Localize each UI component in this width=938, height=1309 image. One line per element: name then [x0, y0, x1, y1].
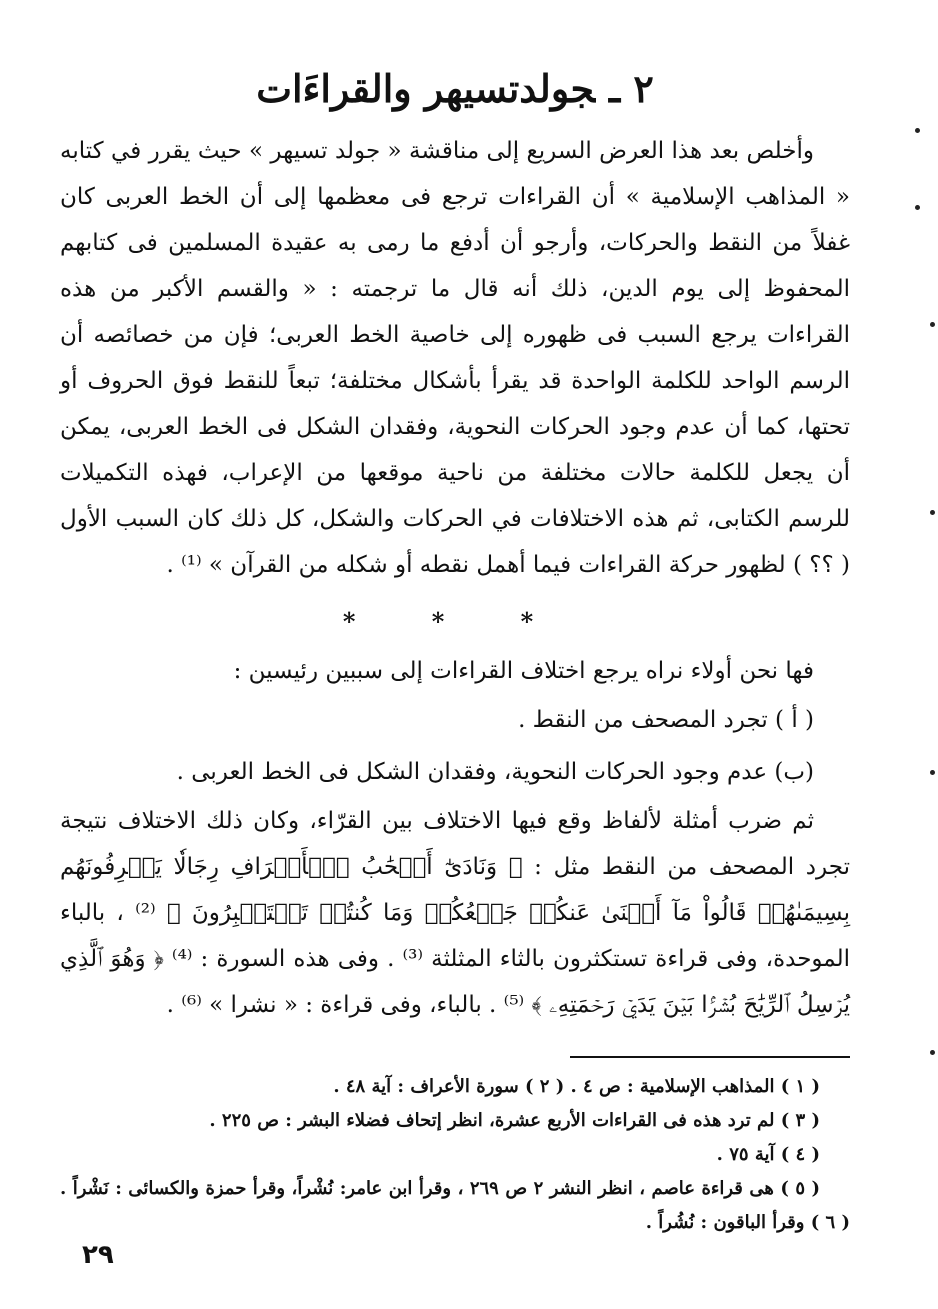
- footnote-3: ( ٣ ) لم ترد هذه فى القراءات الأربع عشرة، انظر إتحاف فضلاء البشر : ص ٢٢٥ .: [209, 1110, 820, 1131]
- margin-mark: [930, 510, 935, 515]
- footnotes: [60, 1070, 850, 1240]
- list-item-a: ( أ ) تجرد المصحف من النقط .: [518, 707, 814, 733]
- margin-mark: [915, 205, 920, 210]
- footnote-4: ( ٤ ) آية ٧٥ .: [716, 1144, 820, 1165]
- paragraph-1: وأخلص بعد هذا العرض السريع إلى مناقشة « جولد تسيهر » حيث يقرر في كتابه « المذاهب الإسلامية » أن القراءات ترجع فى معظمها إلى أن الخط العربى كان غفلاً من النقط والحركات، وأرجو أن أدفع ما رمى به عقيدة المسلمين فى كتابهم المحفوظ إلى يوم الدين، ذلك أنه قال ما ترجمته : « والقسم الأكبر من هذه القراءات يرجع السبب فى ظهوره إلى خاصية الخط العربى؛ فإن من خصائصه أن الرسم الواحد للكلمة الواحدة قد يقرأ بأشكال مختلفة؛ تبعاً للنقط فوق الحروف أو تحتها، كما أن عدم وجود الحركات النحوية، وفقدان الشكل فى الخط العربى، يمكن أن يجعل للكلمة حالات مختلفة من ناحية موقعها من الإعراب، فهذه التكميلات للرسم الكتابى، ثم هذه الاختلافات في الحركات والشكل، كل ذلك كان السبب الأول ( ؟؟ ) لظهور حركة القراءات فيما أهمل نقطه أو شكله من القرآن » ⁽¹⁾ .: [60, 138, 850, 578]
- footnote-1-2: ( ١ ) المذاهب الإسلامية : ص ٤ . ( ٢ ) سورة الأعراف : آية ٤٨ .: [333, 1076, 820, 1097]
- section-separator: * * *: [342, 607, 568, 636]
- paragraph-2: فها نحن أولاء نراه يرجع اختلاف القراءات إلى سببين رئيسين :: [233, 658, 814, 684]
- paragraph-3: ثم ضرب أمثلة لألفاظ وقع فيها الاختلاف بين القرّاء، وكان ذلك الاختلاف نتيجة تجرد المصحف من النقط مثل : ﴿ وَنَادَىٰٓ أَصۡحَٰبُ ٱلۡأَعۡرَافِ رِجَالٗا يَعۡرِفُونَهُم بِسِيمَىٰهُمۡ قَالُواْ مَآ أَغۡنَىٰ عَنكُمۡ جَمۡعُكُمۡ وَمَا كُنتُمۡ تَسۡتَكۡبِرُونَ ﴾ ⁽²⁾ ، بالباء الموحدة، وفى قراءة تستكثرون بالثاء المثلثة ⁽³⁾ . وفى هذه السورة : ⁽⁴⁾ ﴿ وَهُوَ ٱلَّذِي يُرۡسِلُ ٱلرِّيَٰحَ بُشۡرَۢا بَيۡنَ يَدَيۡ رَحۡمَتِهِۦ ﴾ ⁽⁵⁾ . بالباء، وفى قراءة : « نشرا » ⁽⁶⁾ .: [60, 808, 850, 1018]
- margin-mark: [930, 1050, 935, 1055]
- section-title: جولدتسيهر والقراءَات: [256, 66, 595, 111]
- page-number: ٢٩: [82, 1240, 114, 1270]
- section-number: ٢ ـ: [608, 66, 654, 111]
- footnote-5-6: ( ٥ ) هى قراءة عاصم ، انظر النشر ٢ ص ٢٦٩ ، وقرأ ابن عامر: نُشْراً، وقرأ حمزة والكسائى : نَشْراً . ( ٦ ) وقرأ الباقون : نُشُراً .: [60, 1178, 850, 1233]
- list-item-b: (ب) عدم وجود الحركات النحوية، وفقدان الشكل فى الخط العربى .: [176, 759, 814, 785]
- margin-mark: [930, 322, 935, 327]
- page-title: [60, 60, 850, 118]
- margin-mark: [930, 770, 935, 775]
- footnote-divider: [570, 1056, 850, 1058]
- margin-mark: [915, 128, 920, 133]
- page-content: [60, 60, 850, 1240]
